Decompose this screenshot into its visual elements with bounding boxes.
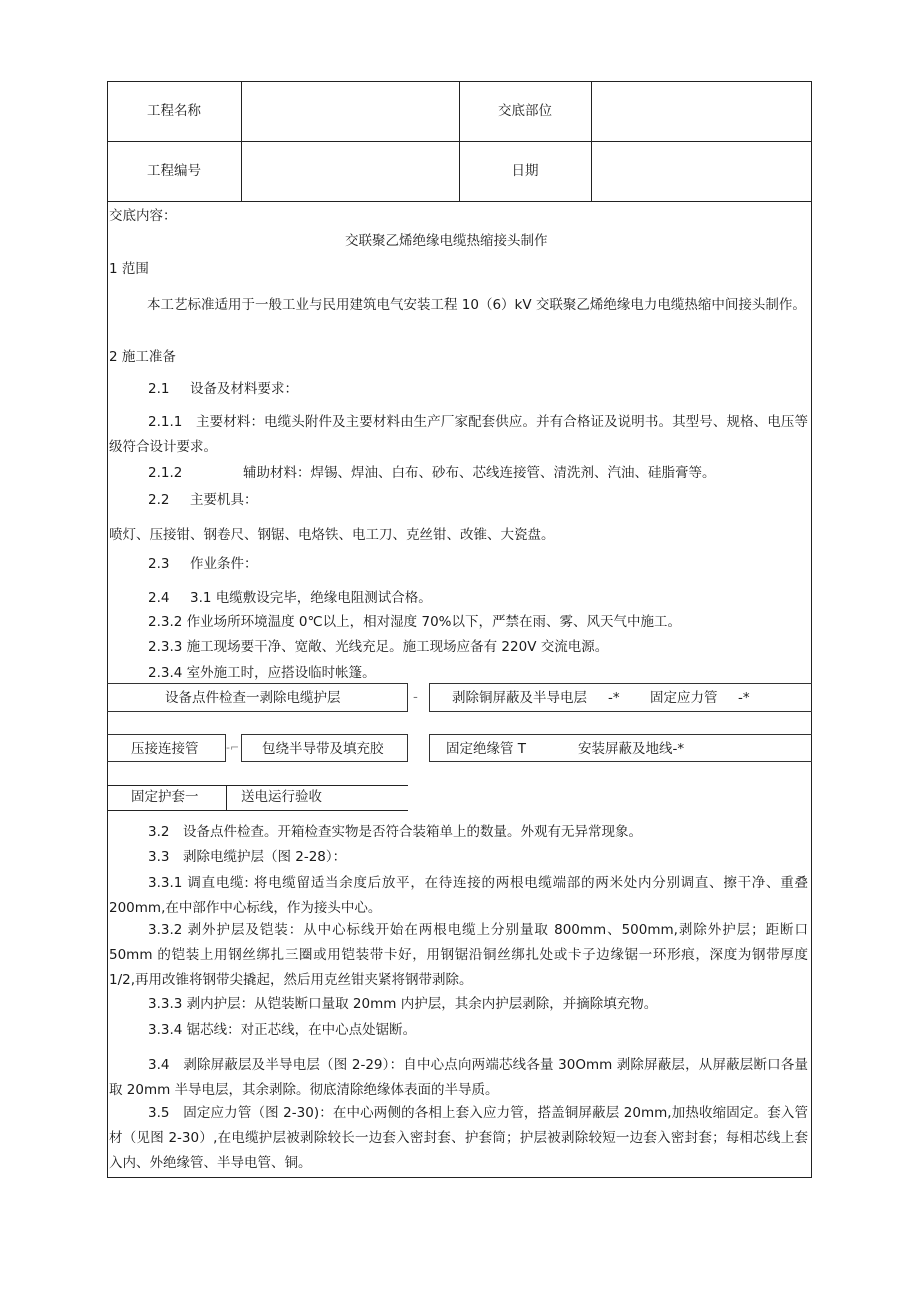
section-1-title: 1 范围 [109,261,149,277]
flow-divider [226,786,227,810]
handover-part-label: 交底部位 [498,103,552,119]
header-col-1 [241,81,242,201]
s3-3-1: 3.3.1 调直电缆: 将电缆留适当余度后放平，在待连接的两根电缆端部的两米处内分别调直、擦干净、重叠 200mm,在中部作中心标线，作为接头中心。 [109,875,808,916]
flow-arrow-3: -* [738,690,750,706]
doc-title: 交联聚乙烯绝缘电缆热缩接头制作 [345,233,548,249]
header-col-3 [591,81,592,201]
project-name-label: 工程名称 [147,103,201,119]
date-label: 日期 [511,163,539,179]
s3-5: 3.5 固定应力管（图 2-30)：在中心两侧的各相上套入应力管，搭盖铜屏蔽层 20mm,加热收缩固定。套入管材（见图 2-30）,在电缆护层被剥除较长一边套入密封套、护套筒；护层被剥除较短一边套入密封套；每相芯线上套入内、外绝缘管、半导电管、铜。 [109,1105,808,1171]
project-name-value[interactable] [242,100,458,122]
s2-3-num: 2.3 [148,556,170,572]
header-col-2 [459,81,460,201]
content-label: 交底内容： [109,208,177,224]
s3-3: 3.3 剥除电缆护层（图 2-28）： [148,849,347,865]
flow-box-press-connector: 压接连接管 [107,734,226,762]
s3-3-2: 3.3.2 剥外护层及铠装：从中心标线开始在两根电缆上分别量取 800mm、500mm,剥除外护层；距断口 50mm 的铠装上用钢丝绑扎三圈或用铠装带卡好，用钢锯沿铜丝绑扎处或卡子边缘锯一环形痕，深度为钢带厚度 1/2,再用改锥将钢带尖撬起，然后用克丝钳夹紧将钢带剥除。 [109,922,808,988]
flow-box-inspect-strip: 设备点件检查一剥除电缆护层 [107,683,408,712]
s3-2: 3.2 设备点件检查。开箱检查实物是否符合装箱单上的数量。外观有无异常现象。 [148,824,642,840]
section-2-title: 2 施工准备 [109,349,176,365]
flow-power-acceptance: 送电运行验收 [241,789,322,805]
s2-4-text: 3.1 电缆敷设完毕，绝缘电阻测试合格。 [190,590,432,606]
s3-3-3: 3.3.3 剥内护层：从铠装断口量取 20mm 内护层，其余内护层剥除，并摘除填充物。 [148,996,658,1012]
tools-list: 喷灯、压接钳、钢卷尺、钢锯、电烙铁、电工刀、克丝钳、改锥、大瓷盘。 [109,527,555,543]
s2-1-2-num: 2.1.2 [148,465,183,481]
date-value[interactable] [592,160,810,182]
s2-1-text: 设备及材料要求： [190,381,298,397]
header-divider-2 [107,201,812,202]
s2-4-num: 2.4 [148,590,170,606]
project-no-label: 工程编号 [147,163,201,179]
s2-3-2: 2.3.2 作业场所环境温度 0℃以上，相对湿度 70%以下，严禁在雨、雾、风天气中施工。 [148,614,681,630]
flow-line-bottom [107,810,408,811]
flow-fix-sheath: 固定护套一 [131,789,199,805]
flow-box-copper-shield: 剥除铜屏蔽及半导电层 -* 固定应力管 -* [429,683,812,712]
flow-box-insulation-tube: 固定绝缘管 T 安装屏蔽及地线-* [429,734,812,762]
s2-3-4: 2.3.4 室外施工时，应搭设临时帐篷。 [148,665,376,681]
s2-2-text: 主要机具： [190,492,258,508]
s2-3-text: 作业条件： [190,556,258,572]
s2-3-3: 2.3.3 施工现场要干净、宽敞、光线充足。施工现场应备有 220V 交流电源。 [148,639,609,655]
s2-1-2-text: 辅助材料：焊锡、焊油、白布、砂布、芯线连接管、清洗剂、汽油、硅脂膏等。 [243,465,716,481]
s2-1-num: 2.1 [148,381,170,397]
section-1-body: 本工艺标准适用于一般工业与民用建筑电气安装工程 10（6）kV 交联聚乙烯绝缘电力电缆热缩中间接头制作。 [147,297,806,313]
s3-4: 3.4 剥除屏蔽层及半导电层（图 2-29）：自中心点向两端芯线各量 30Omm 剥除屏蔽层，从屏蔽层断口各量取 20mm 半导电层，其余剥除。彻底清除绝缘体表面的半导质。 [109,1057,808,1098]
s2-1-1-body: 2.1.1 主要材料：电缆头附件及主要材料由生产厂家配套供应。并有合格证及说明书。其型号、规格、电压等级符合设计要求。 [109,414,808,455]
project-no-value[interactable] [242,160,458,182]
handover-part-value[interactable] [592,100,810,122]
flow-arrow-4: -⌐ [226,741,240,754]
s2-2-num: 2.2 [148,492,170,508]
s3-3-4: 3.3.4 锯芯线：对正芯线，在中心点处锯断。 [148,1022,417,1038]
flow-arrow-2: -* [608,690,620,706]
flow-arrow-1: - [413,689,418,705]
flow-box-wrap-tape: 包绕半导带及填充胶 [241,734,408,762]
